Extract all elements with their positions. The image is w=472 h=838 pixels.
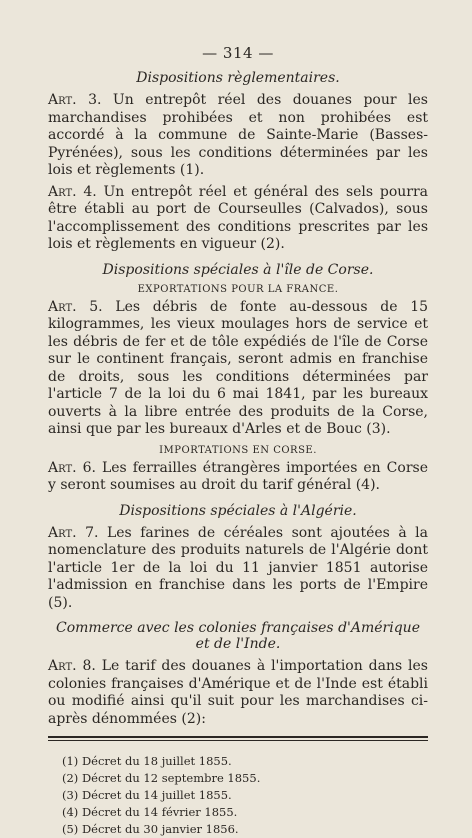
footnote: (2) Décret du 12 septembre 1855.: [62, 771, 261, 785]
footnote-rule-thin: [48, 740, 428, 741]
article-5: [48, 299, 428, 439]
article-text: Un entrepôt réel des douanes pour les marchandises prohibées et non prohibées est accordé à la commune de Sainte-Marie (Basses-Pyrénées), sous les conditions déterminées par les lois et règlements (1).: [48, 92, 428, 178]
article-8: [48, 658, 428, 728]
article-label: Art. 8.: [48, 658, 96, 674]
article-label: Art. 6.: [48, 459, 96, 476]
article-label: Art. 5.: [48, 298, 103, 315]
footnote: (5) Décret du 30 janvier 1856.: [62, 822, 239, 836]
section-heading-algerie: Dispositions spéciales à l'Algérie.: [119, 502, 357, 519]
section-heading-colonies: Commerce avec les colonies françaises d'Amérique et de l'Inde.: [56, 620, 420, 652]
section-heading-corse: Dispositions spéciales à l'île de Corse.: [102, 261, 374, 278]
footnote: (4) Décret du 14 février 1855.: [62, 805, 238, 819]
footnotes: [48, 753, 428, 838]
article-text: Les débris de fonte au-dessous de 15 kilogrammes, les vieux moulages hors de service et les débris de fer et de tôle expédiés de l'île de Corse sur le continent français, seront admis en franchise de droits, sous les conditions déterminées par l'article 7 de la loi du 6 mai 1841, par les bureaux ouverts à la libre entrée des produits de la Corse, ainsi que par les bureaux d'Arles et de Bouc (3).: [48, 298, 429, 437]
section-heading-reglementaires: Dispositions règlementaires.: [136, 70, 340, 86]
article-4: [48, 184, 428, 254]
footnote-rule: [48, 736, 428, 738]
article-label: Art. 3.: [48, 92, 102, 108]
article-3: [48, 92, 428, 180]
footnote: (3) Décret du 14 juillet 1855.: [62, 788, 232, 802]
article-text: Le tarif des douanes à l'importation dans les colonies françaises d'Amérique et de l'Inde est établi ou modifié ainsi qu'il suit pour les marchandises ci-après dénommées (2):: [48, 658, 428, 727]
article-text: Les farines de céréales sont ajoutées à la nomenclature des produits naturels de l'Algérie dont l'article 1er de la loi du 11 janvier 1851 autorise l'admission en franchise dans les ports de l'Empire (5).: [48, 524, 429, 611]
subheading-exportations: EXPORTATIONS POUR LA FRANCE.: [137, 283, 339, 295]
subheading-importations: IMPORTATIONS EN CORSE.: [159, 444, 317, 456]
article-text: Un entrepôt réel et général des sels pourra être établi au port de Courseulles (Calvados), sous l'accomplissement des conditions prescrites par les lois et règlements en vigueur (2).: [48, 183, 428, 252]
page-number: — 314 —: [202, 44, 274, 62]
article-text: Les ferrailles étrangères importées en Corse y seront soumises au droit du tarif général (4).: [48, 459, 428, 493]
article-label: Art. 4.: [48, 183, 97, 200]
article-7: [48, 525, 428, 613]
article-6: [48, 460, 428, 495]
article-label: Art. 7.: [48, 524, 99, 541]
footnote: (1) Décret du 18 juillet 1855.: [62, 754, 232, 768]
